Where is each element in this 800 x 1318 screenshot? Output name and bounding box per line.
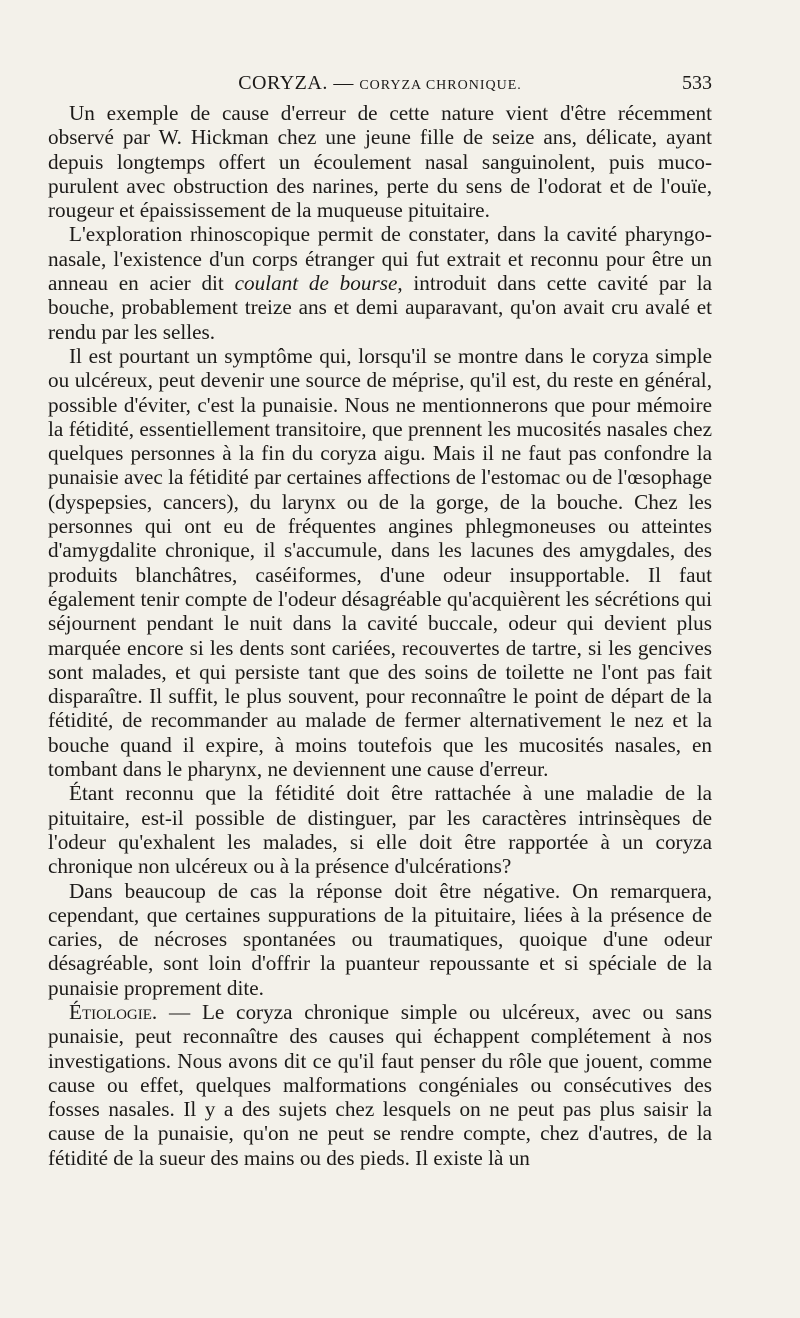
running-title-sub: CORYZA CHRONIQUE. bbox=[359, 78, 522, 93]
paragraph-text: Il est pourtant un symptôme qui, lorsqu'il se montre dans le coryza simple ou ulcéreux, peut devenir une source de méprise, qu'il est, du reste en général, possible d'éviter, c'est la punaisie. Nous ne mentionnerons que pour mémoire la fétidité, essentiellement transitoire, que prennent les mucosités nasales chez quelques personnes à la fin du coryza aigu. Mais il ne faut pas confondre la punaisie avec la fétidité par certaines affections de l'estomac ou de l'œsophage (dyspepsies, cancers), du larynx ou de la gorge, de la bouche. Chez les personnes qui ont eu de fréquentes angines phlegmoneuses ou atteintes d'amygdalite chronique, il s'accumule, dans les lacunes des amygdales, des produits blanchâtres, caséiformes, d'une odeur insupportable. Il faut également tenir compte de l'odeur désagréable qu'acquièrent les sécrétions qui séjournent pendant le nuit dans la cavité buccale, odeur qui devient plus marquée encore si les dents sont cariées, recouvertes de tartre, si les gencives sont malades, et qui persiste tant que des soins de toilette ne l'ont pas fait disparaître. Il suffit, le plus souvent, pour reconnaître le point de départ de la fétidité, de recommander au malade de fermer alternativement le nez et la bouche quand il expire, à moins toutefois que les mucosités nasales, en tombant dans le pharynx, ne deviennent une cause d'erreur. bbox=[48, 343, 712, 782]
running-title bbox=[48, 72, 712, 95]
italic-term: coulant de bourse bbox=[234, 271, 398, 296]
paragraph-text: Un exemple de cause d'erreur de cette nature vient d'être récemment observé par W. Hickman chez une jeune fille de seize ans, délicate, ayant depuis longtemps offert un écoulement nasal sanguinolent, puis muco-purulent avec obstruction des narines, perte du sens de l'odorat et de l'ouïe, rougeur et épaississement de la muqueuse pituitaire. bbox=[48, 101, 712, 223]
paragraph bbox=[48, 222, 712, 343]
paragraph bbox=[48, 344, 712, 781]
paragraph-text: Étant reconnu que la fétidité doit être rattachée à une maladie de la pituitaire, est-il possible de distinguer, par les caractères intrinsèques de l'odeur qu'exhalent les malades, si elle doit être rapportée à un coryza chronique non ulcéreux ou à la présence d'ulcérations? bbox=[48, 781, 712, 879]
body-text bbox=[48, 101, 712, 1170]
paragraph bbox=[48, 101, 712, 222]
paragraph-text: , introduit dans cette cavité par la bouche, probablement treize ans et demi auparavant, qu'on avait cru avalé et rendu par les selles. bbox=[48, 271, 712, 344]
paragraph-text: — Le coryza chronique simple ou ulcéreux, avec ou sans punaisie, peut reconnaître des causes qui échappent complétement à nos investigations. Nous avons dit ce qu'il faut penser du rôle que jouent, comme cause ou effet, quelques malformations congéniales ou consécutives des fosses nasales. Il y a des sujets chez lesquels on ne peut pas plus saisir la cause de la punaisie, qu'on ne peut se rendre compte, chez d'autres, de la fétidité de la sueur des mains ou des pieds. Il existe là un bbox=[48, 999, 712, 1170]
paragraph-text: Dans beaucoup de cas la réponse doit être négative. On remarquera, cependant, que certaines suppurations de la pituitaire, liées à la présence de caries, de nécroses spontanées ou traumatiques, quoique d'une odeur désagréable, sont loin d'offrir la puanteur repoussante et si spéciale de la punaisie proprement dite. bbox=[48, 878, 712, 1000]
paragraph-text: L'exploration rhinoscopique permit de constater, dans la cavité pharyngo-nasale, l'existence d'un corps étranger qui fut extrait et reconnu pour être un anneau en acier dit bbox=[48, 222, 712, 296]
running-title-dash: — bbox=[327, 72, 360, 94]
section-heading: Étiologie. bbox=[69, 999, 158, 1024]
paragraph bbox=[48, 1000, 712, 1170]
paragraph bbox=[48, 879, 712, 1000]
paragraph bbox=[48, 781, 712, 878]
running-header bbox=[48, 72, 712, 98]
running-title-main: CORYZA. bbox=[238, 72, 328, 94]
page-number: 533 bbox=[682, 72, 712, 94]
